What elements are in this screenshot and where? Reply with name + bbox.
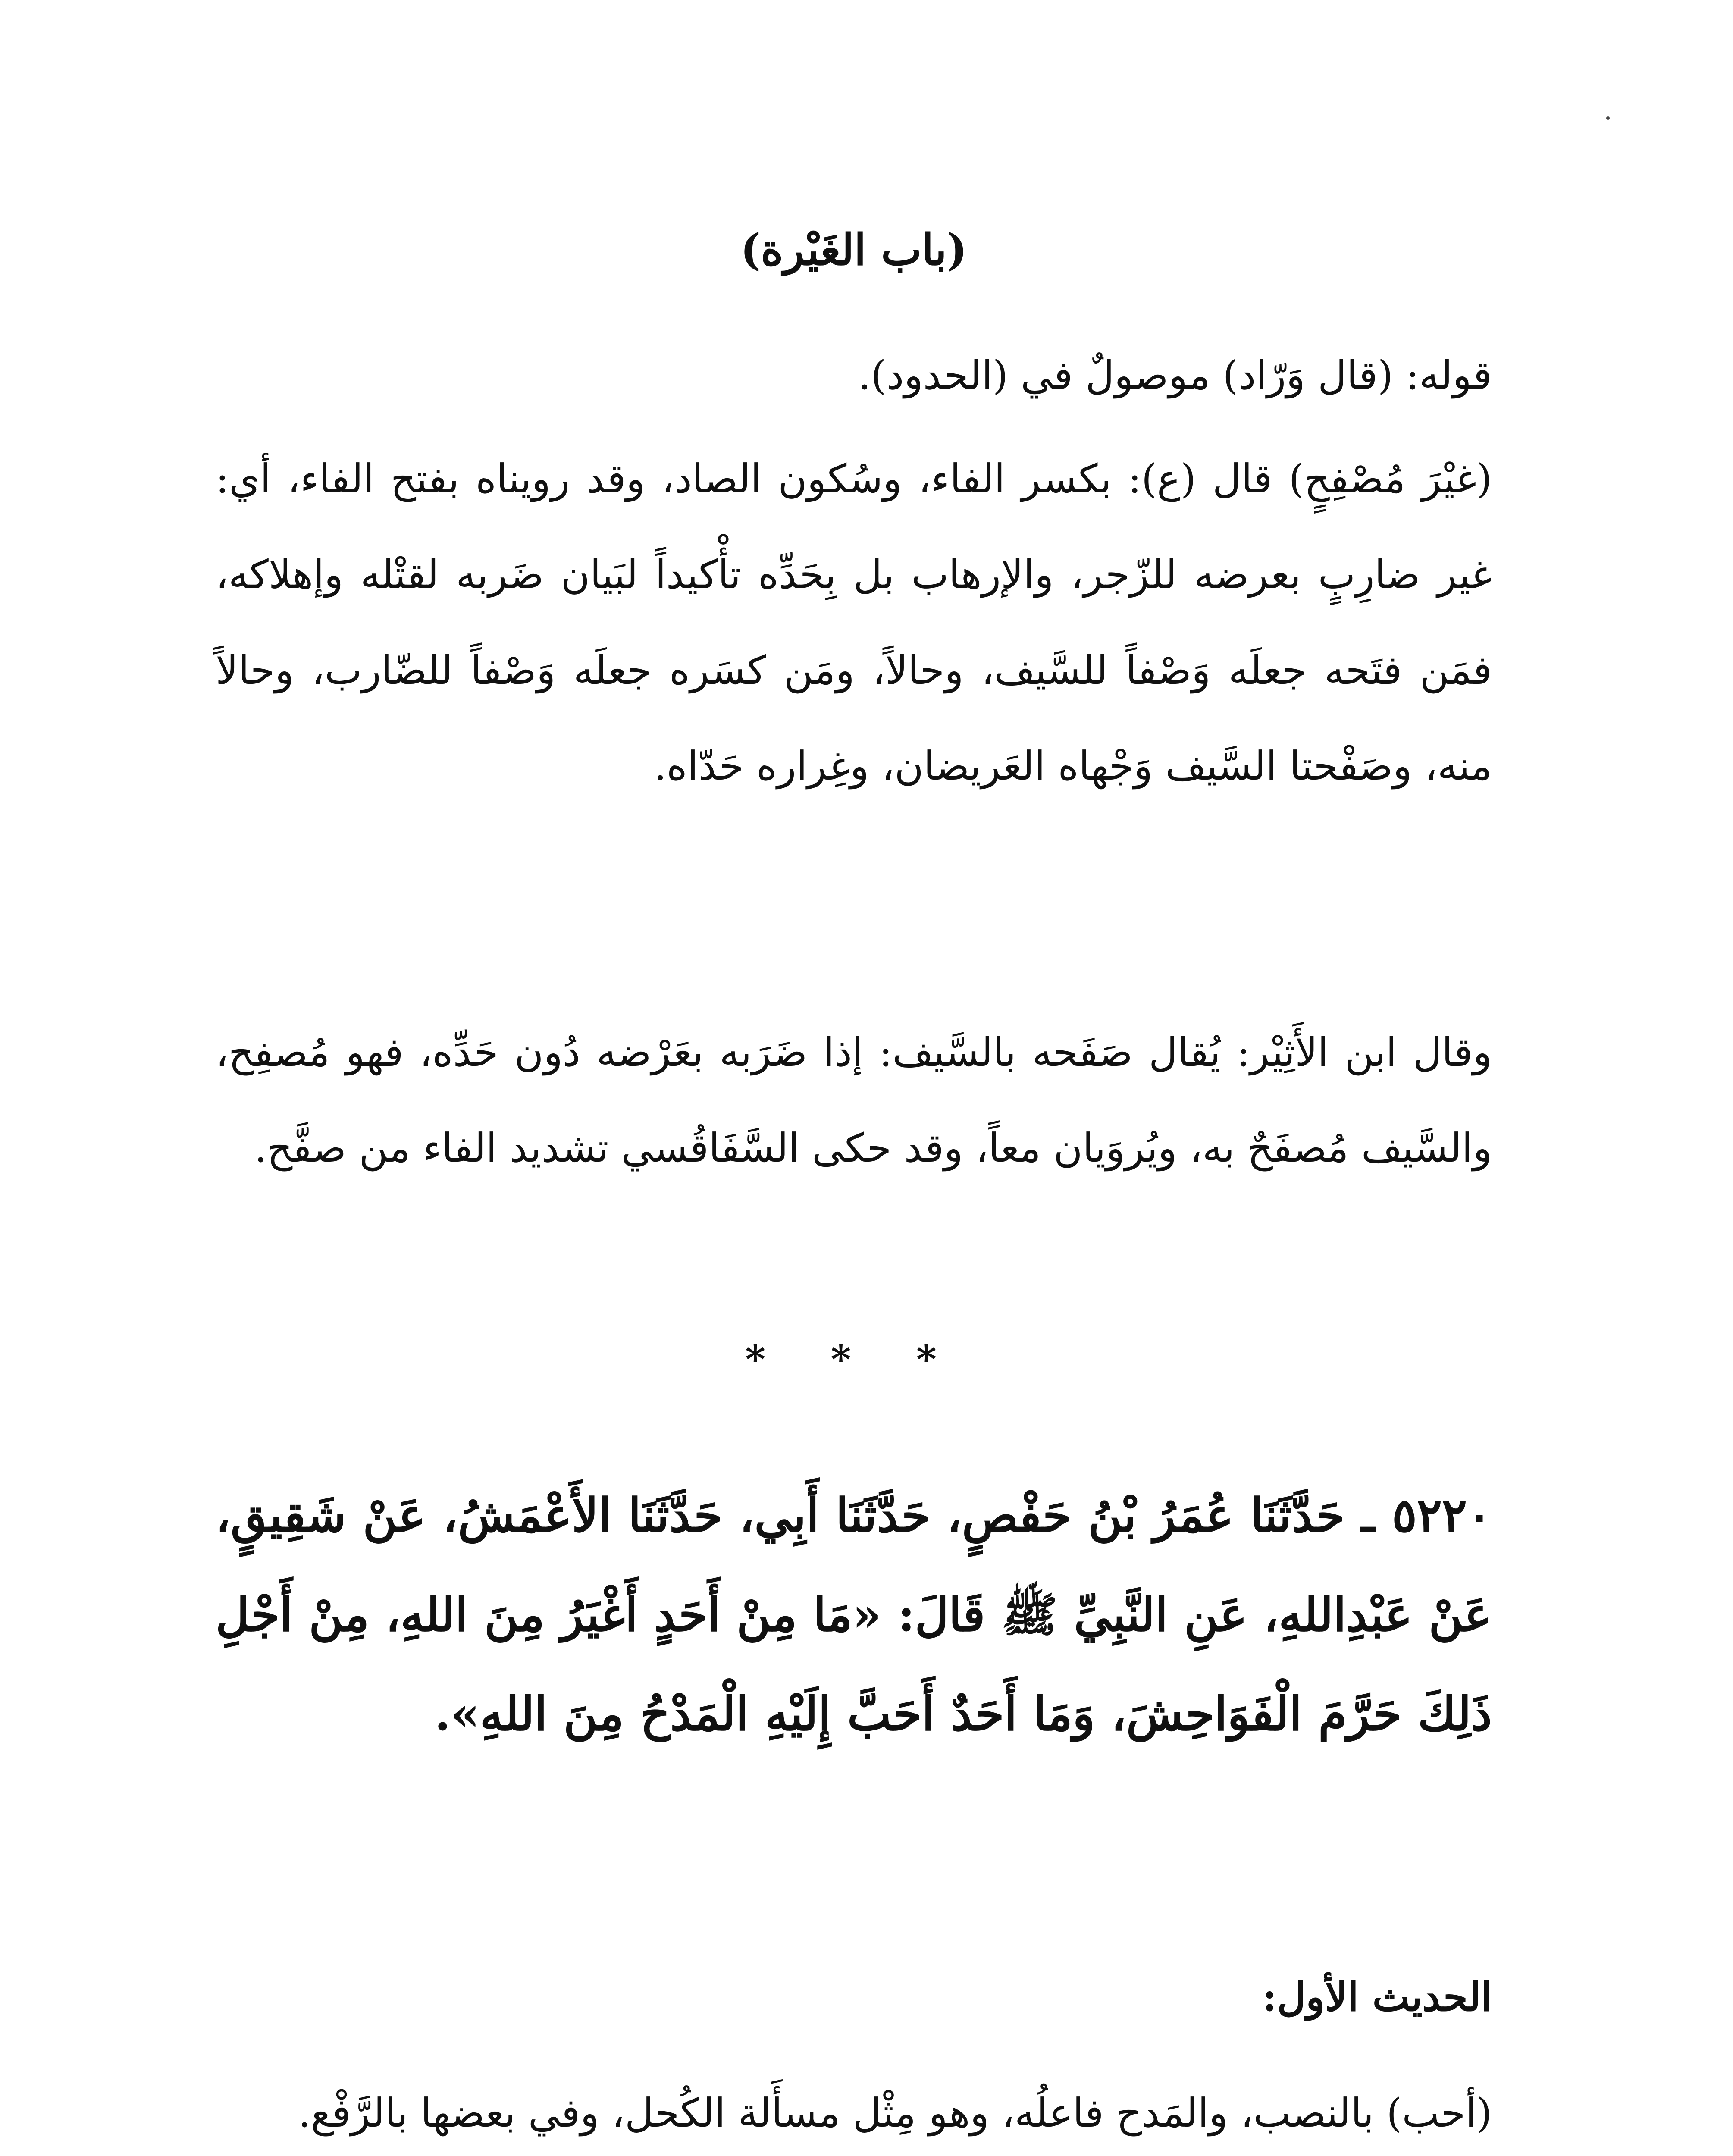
subheading-first-hadith: الحديث الأول: [1262, 1974, 1492, 2020]
paragraph-ghayr-musfih: (غيْرَ مُصْفِحٍ) قال (ع): بكسر الفاء، وسُكون الصاد، وقد رويناه بفتح الفاء، أي: غير ضارِبٍ بعرضه للزّجر، والإرهاب بل بِحَدِّه تأْكيداً لبَيان ضَربه لقتْله وإهلاكه، فمَن فتَحه جعلَه وَصْفاً للسَّيف، وحالاً، ومَن كسَره جعلَه وَصْفاً للضّارب، وحالاً منه، وصَفْحتا السَّيف وَجْهاه العَريضان، وغِراره حَدّاه. [216, 456, 1492, 789]
paragraph-ahabb: (أحب) بالنصب، والمَدح فاعلُه، وهو مِثْل مسأَلة الكُحل، وفي بعضها بالرَّفْع. [298, 2090, 1492, 2136]
paragraph-ibn-al-athir: وقال ابن الأَثِيْر: يُقال صَفَحه بالسَّيف: إذا ضَرَبه بعَرْضه دُون حَدِّه، فهو مُصفِح، والسَّيف مُصفَحٌ به، ويُروَيان معاً، وقد حكى السَّفَاقُسي تشديد الفاء من صفَّح. [216, 1029, 1492, 1171]
section-separator: * * * [745, 1337, 962, 1382]
scan-speck [1606, 116, 1610, 120]
paragraph-qawluh: قوله: (قال وَرّاد) موصولٌ في (الحدود). [858, 352, 1492, 398]
hadith-text: ٥٢٢٠ ـ حَدَّثَنَا عُمَرُ بْنُ حَفْصٍ، حَدَّثَنَا أَبِي، حَدَّثَنَا الأَعْمَشُ، عَنْ شَقِيقٍ، عَنْ عَبْدِاللهِ، عَنِ النَّبِيِّ ﷺ قَالَ: «مَا مِنْ أَحَدٍ أَغْيَرُ مِنَ اللهِ، مِنْ أَجْلِ ذَلِكَ حَرَّمَ الْفَوَاحِشَ، وَمَا أَحَدٌ أَحَبَّ إِلَيْهِ الْمَدْحُ مِنَ اللهِ». [216, 1489, 1492, 1741]
chapter-heading: (باب الغَيْرة) [740, 224, 968, 275]
